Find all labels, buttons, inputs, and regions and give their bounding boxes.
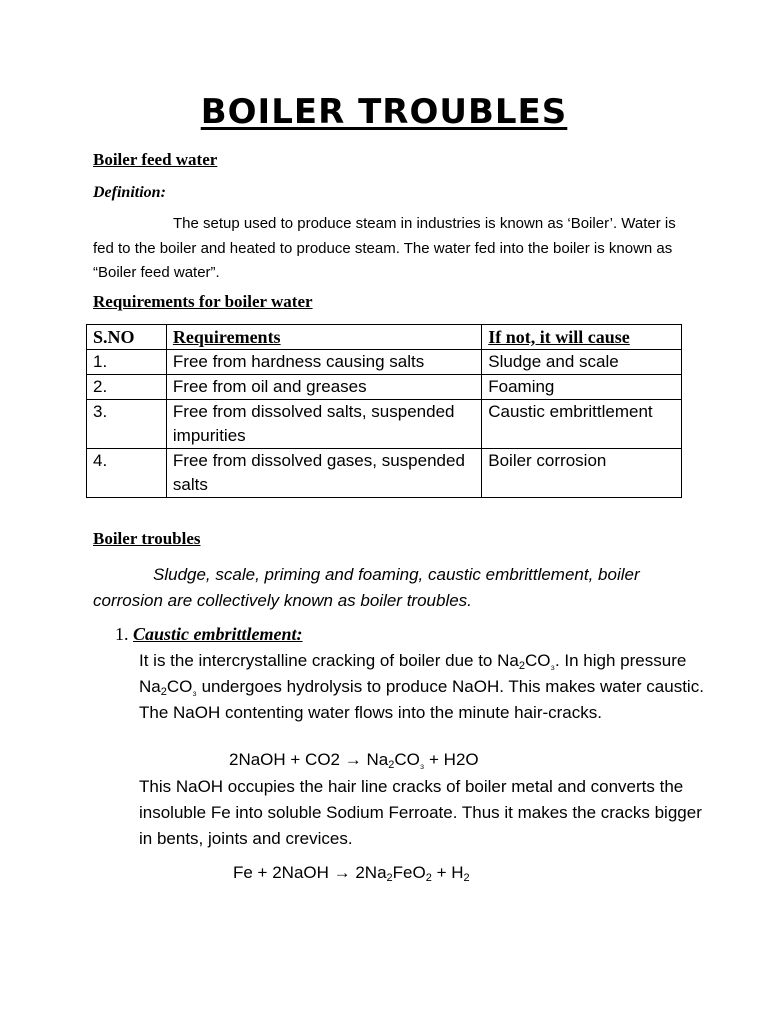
page-title: BOILER TROUBLES bbox=[200, 92, 568, 132]
column-header-effect: If not, it will cause bbox=[482, 325, 682, 350]
table-cell: Caustic embrittlement bbox=[482, 400, 682, 449]
section-heading-boiler-feed-water: Boiler feed water bbox=[93, 150, 218, 169]
caustic-paragraph-2: This NaOH occupies the hair line cracks of boiler metal and converts the insoluble Fe into soluble Sodium Ferroate. Thus it makes the cracks bigger in bents, joints and crevices. bbox=[139, 777, 702, 848]
item-number: 1. bbox=[115, 624, 129, 644]
table-cell: Free from oil and greases bbox=[166, 375, 481, 400]
section-heading-requirements: Requirements for boiler water bbox=[93, 292, 313, 311]
equation-sodium-carbonate: 2NaOH + $CO2 \to Na_2CO_{_3} + H2O$ bbox=[229, 750, 479, 771]
troubles-intro-paragraph bbox=[93, 562, 713, 614]
requirements-table bbox=[86, 324, 682, 498]
table-cell: Free from dissolved gases, suspended salts bbox=[166, 449, 481, 498]
table-header-row bbox=[87, 325, 682, 350]
equation-sodium-ferroate: Fe + 2NaOH → $2Na_2FeO_2 + H_2$ bbox=[233, 863, 470, 884]
table-row bbox=[87, 350, 682, 375]
table-row bbox=[87, 400, 682, 449]
definition-text: The setup used to produce steam in industries is known as ‘Boiler’. Water is fed to the boiler and heated to produce steam. The water fed into the boiler is known as “Boiler feed water”. bbox=[93, 215, 676, 281]
table-cell: 2. bbox=[87, 375, 167, 400]
troubles-intro-text: Sludge, scale, priming and foaming, caustic embrittlement, boiler corrosion are collectively known as boiler troubles. bbox=[93, 565, 640, 610]
definition-label: Definition: bbox=[93, 184, 166, 201]
caustic-paragraph-1: It is the intercrystalline cracking of boiler due to $Na_2CO_{_3}$. In high pressure $Na_2CO_{_3}$ undergoes hydrolysis to produce NaOH. This makes water caustic. The NaOH contenting water flows into the minute hair-cracks. bbox=[139, 651, 704, 722]
column-header-requirements: Requirements bbox=[166, 325, 481, 350]
table-cell: 3. bbox=[87, 400, 167, 449]
table-cell: Free from hardness causing salts bbox=[166, 350, 481, 375]
item-heading-caustic-embrittlement bbox=[115, 624, 303, 645]
section-heading-boiler-troubles: Boiler troubles bbox=[93, 529, 201, 548]
definition-paragraph bbox=[93, 212, 683, 286]
table-cell: 1. bbox=[87, 350, 167, 375]
table-cell: Free from dissolved salts, suspended impurities bbox=[166, 400, 481, 449]
table-cell: 4. bbox=[87, 449, 167, 498]
column-header-sno: S.NO bbox=[87, 325, 167, 350]
table-cell: Foaming bbox=[482, 375, 682, 400]
table-cell: Boiler corrosion bbox=[482, 449, 682, 498]
table-cell: Sludge and scale bbox=[482, 350, 682, 375]
item-label: Caustic embrittlement: bbox=[133, 624, 303, 644]
table-row bbox=[87, 375, 682, 400]
table-row bbox=[87, 449, 682, 498]
